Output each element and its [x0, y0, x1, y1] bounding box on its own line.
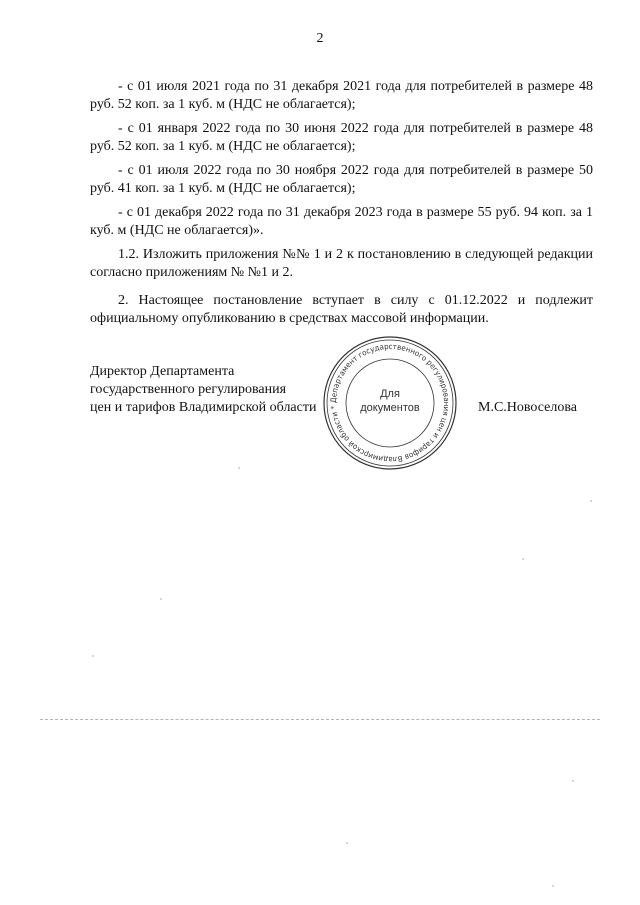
tariff-period-3: - с 01 июля 2022 года по 30 ноября 2022 года для потребителей в размере 50 руб. 41 коп. за 1 куб. м (НДС не облагается); [90, 163, 593, 196]
scan-speck [92, 655, 94, 657]
body-text [90, 78, 593, 334]
signer-position-line-2: государственного регулирования [90, 382, 287, 397]
seal-center-line-2: документов [360, 402, 420, 414]
signature-block [90, 363, 350, 417]
tariff-period-1: - с 01 июля 2021 года по 31 декабря 2021 года для потребителей в размере 48 руб. 52 коп. за 1 куб. м (НДС не облагается); [90, 79, 593, 112]
seal-center-line-1: Для [380, 388, 400, 400]
scan-speck [238, 467, 240, 469]
seal-graphic [316, 336, 464, 470]
scan-speck [160, 598, 162, 600]
scan-speck [522, 558, 524, 560]
clause-1-2: 1.2. Изложить приложения №№ 1 и 2 к постановлению в следующей редакции согласно приложениям № №1 и 2. [90, 247, 593, 280]
signer-position-line-1: Директор Департамента [90, 364, 235, 379]
scan-artifact-line [40, 719, 600, 720]
scan-speck [552, 885, 554, 887]
clause-2: 2. Настоящее постановление вступает в силу с 01.12.2022 и подлежит официальному опубликованию в средствах массовой информации. [90, 293, 593, 326]
seal-ring-text-path: Департамент государственного регулирования цен и тарифов Владимирской области * [328, 341, 452, 465]
official-seal-stamp [316, 336, 464, 470]
signer-position-line-3: цен и тарифов Владимирской области [90, 400, 317, 415]
scan-speck [572, 780, 574, 782]
signatory-name: М.С.Новоселова [478, 400, 577, 415]
tariff-period-4: - с 01 декабря 2022 года по 31 декабря 2023 года в размере 55 руб. 94 коп. за 1 куб. м (НДС не облагается)». [90, 205, 593, 238]
page-number: 2 [316, 31, 324, 46]
tariff-period-2: - с 01 января 2022 года по 30 июня 2022 года для потребителей в размере 48 руб. 52 коп. за 1 куб. м (НДС не облагается); [90, 121, 593, 154]
scan-speck [346, 842, 348, 844]
scan-speck [590, 500, 592, 502]
